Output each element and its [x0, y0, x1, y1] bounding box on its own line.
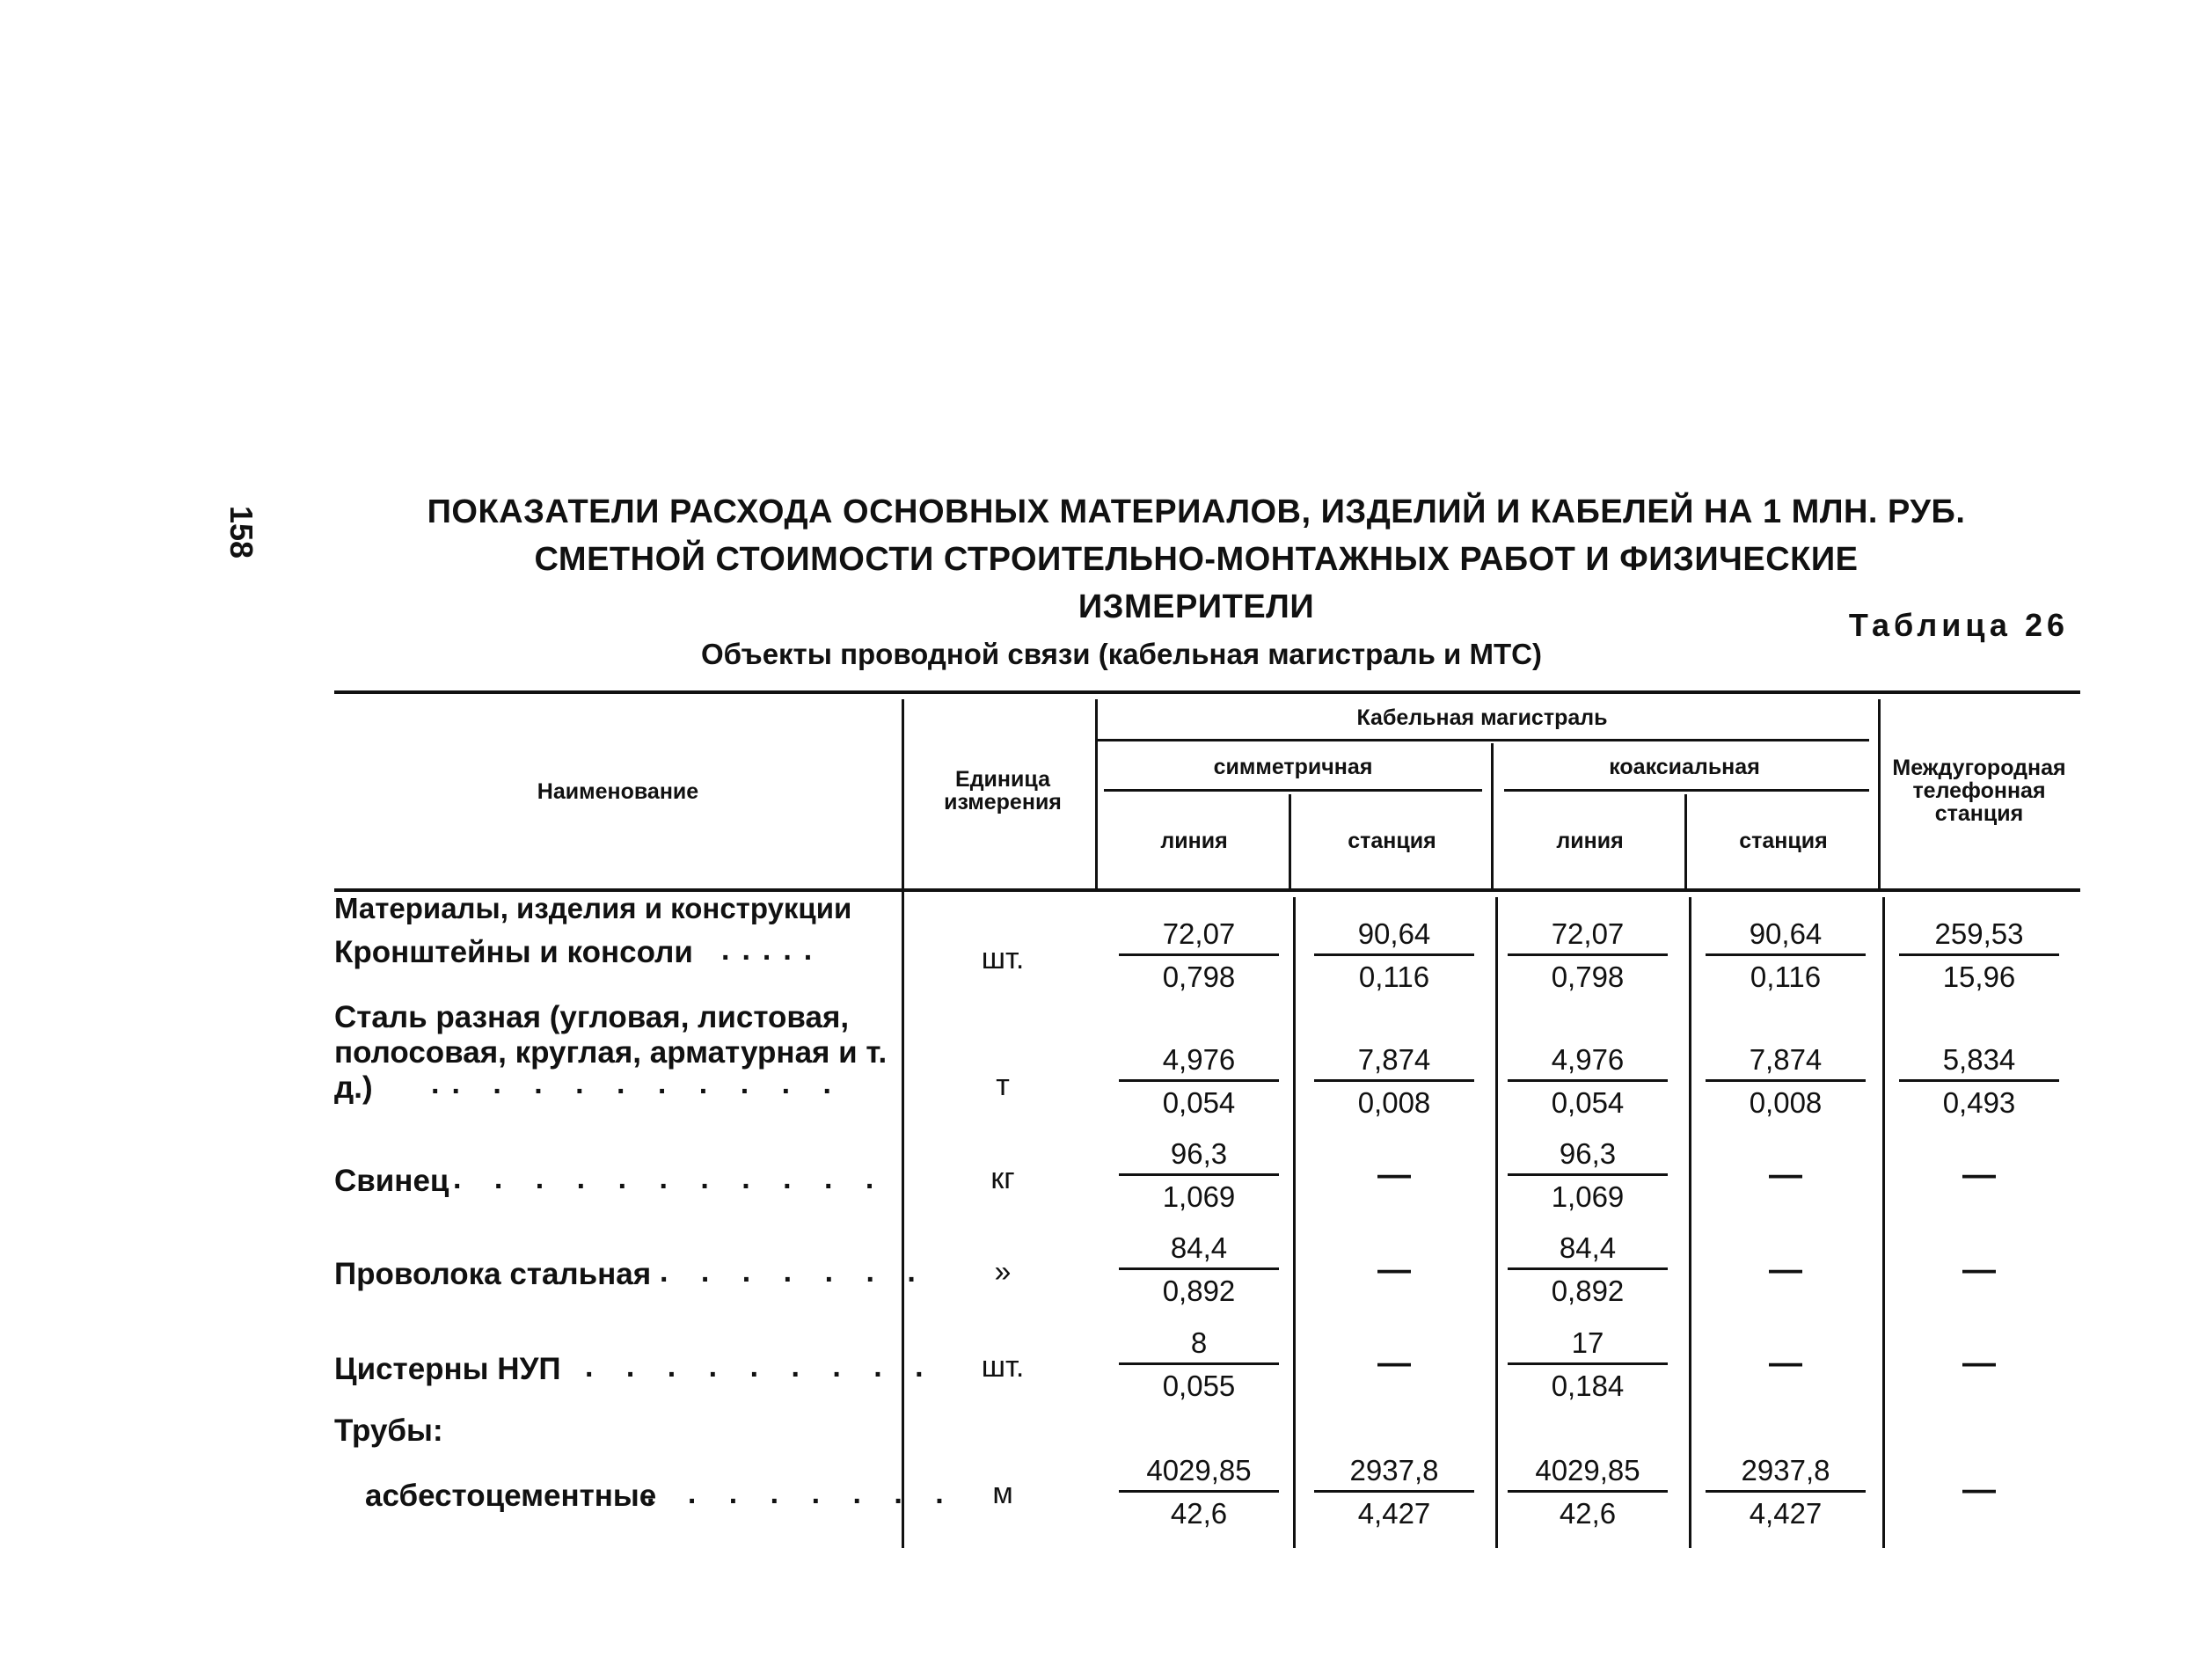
header-sym-line: линия — [1160, 829, 1228, 853]
value-cell: 5,834 0,493 — [1904, 1041, 2054, 1121]
row-leader-dots: . . . . . . . . . — [585, 1350, 936, 1384]
table-top-rule — [334, 690, 2080, 694]
value-cell: 7,874 0,008 — [1711, 1041, 1860, 1121]
value-cell: 2937,8 4,427 — [1711, 1451, 1860, 1531]
title-line-2: СМЕТНОЙ СТОИМОСТИ СТРОИТЕЛЬНО-МОНТАЖНЫХ РАБОТ И ФИЗИЧЕСКИЕ — [534, 541, 1859, 578]
header-symmetric: симметричная — [1213, 755, 1373, 779]
col-rule-1 — [902, 699, 904, 1548]
header-intercity: Междугородная телефонная станция — [1892, 756, 2066, 826]
header-coax-station: станция — [1739, 829, 1828, 853]
row-leader-dots: . . . . . . . — [660, 1255, 928, 1289]
title-line-1: ПОКАЗАТЕЛИ РАСХОДА ОСНОВНЫХ МАТЕРИАЛОВ, ИЗДЕЛИЙ И КАБЕЛЕЙ НА 1 МЛН. РУБ. — [427, 493, 1966, 530]
coaxial-rule — [1504, 789, 1869, 792]
table-label: Таблица 26 — [1848, 607, 2069, 643]
row-label-steel-wire: Проволока стальная — [334, 1257, 652, 1291]
header-coaxial: коаксиальная — [1609, 755, 1760, 779]
value-cell: 4,976 0,054 — [1124, 1041, 1274, 1121]
col-rule-5 — [1684, 794, 1687, 888]
value-cell: 90,64 0,116 — [1319, 915, 1469, 995]
value-cell: 90,64 0,116 — [1711, 915, 1860, 995]
value-cell: 2937,8 4,427 — [1319, 1451, 1469, 1531]
row-label-brackets: Кронштейны и консоли — [334, 935, 693, 969]
row-label-lead: Свинец — [334, 1164, 449, 1198]
value-cell: 84,4 0,892 — [1124, 1229, 1274, 1309]
unit-cell: т — [996, 1069, 1010, 1102]
unit-cell: кг — [990, 1162, 1015, 1195]
unit-cell: шт. — [981, 942, 1025, 975]
header-cable-main: Кабельная магистраль — [1356, 705, 1608, 730]
value-cell: 7,874 0,008 — [1319, 1041, 1469, 1121]
row-label-asbestos: асбестоцементные — [365, 1479, 657, 1513]
table-subtitle: Объекты проводной связи (кабельная магистраль и МТС) — [701, 638, 1542, 670]
row-leader-dots: . . . . . . . . . . . — [453, 1162, 887, 1195]
value-cell: 72,07 0,798 — [1124, 915, 1274, 995]
body-rule-4 — [1495, 897, 1498, 1548]
empty-cell-dash: — — [1769, 1157, 1802, 1194]
header-unit: Единица измерения — [944, 767, 1062, 814]
value-cell: 4029,85 42,6 — [1124, 1451, 1274, 1531]
value-cell: 96,3 1,069 — [1124, 1135, 1274, 1215]
body-rule-6 — [1882, 897, 1885, 1548]
empty-cell-dash: — — [1962, 1252, 1996, 1289]
cable-main-rule — [1095, 739, 1869, 741]
col-rule-3 — [1289, 794, 1291, 888]
empty-cell-dash: — — [1377, 1157, 1411, 1194]
value-cell: 4,976 0,054 — [1513, 1041, 1662, 1121]
value-cell: 96,3 1,069 — [1513, 1135, 1662, 1215]
header-sym-station: станция — [1348, 829, 1436, 853]
header-coax-line: линия — [1556, 829, 1624, 853]
empty-cell-dash: — — [1769, 1252, 1802, 1289]
value-cell: 259,53 15,96 — [1904, 915, 2054, 995]
symmetric-rule — [1104, 789, 1482, 792]
empty-cell-dash: — — [1377, 1252, 1411, 1289]
row-label-pipes: Трубы: — [334, 1413, 443, 1448]
col-rule-6 — [1878, 699, 1881, 888]
header-name: Наименование — [537, 779, 699, 804]
value-cell: 17 0,184 — [1513, 1324, 1662, 1404]
empty-cell-dash: — — [1962, 1472, 1996, 1508]
materials-table — [334, 690, 2080, 1552]
unit-cell: » — [994, 1255, 1012, 1289]
unit-cell: шт. — [981, 1350, 1025, 1384]
row-leader-dots: . . . . . . . . — [647, 1477, 956, 1510]
empty-cell-dash: — — [1377, 1345, 1411, 1382]
empty-cell-dash: — — [1962, 1157, 1996, 1194]
page-title — [405, 488, 1988, 631]
title-line-3: ИЗМЕРИТЕЛИ — [1078, 588, 1315, 625]
col-rule-4 — [1491, 743, 1494, 888]
value-cell: 8 0,055 — [1124, 1324, 1274, 1404]
page-number: 158 — [223, 506, 259, 559]
row-leader-dots: .. . . . . . . . . . — [431, 1067, 844, 1100]
value-cell: 84,4 0,892 — [1513, 1229, 1662, 1309]
row-leader-dots: ..... — [721, 933, 825, 967]
value-cell: 72,07 0,798 — [1513, 915, 1662, 995]
body-rule-3 — [1293, 897, 1296, 1548]
row-label-steel: Сталь разная (угловая, листовая, полосовая, круглая, арматурная и т. д.) — [334, 1000, 888, 1105]
unit-cell: м — [992, 1477, 1013, 1510]
body-rule-5 — [1689, 897, 1691, 1548]
section-title: Материалы, изделия и конструкции — [334, 892, 852, 924]
value-cell: 4029,85 42,6 — [1513, 1451, 1662, 1531]
empty-cell-dash: — — [1962, 1345, 1996, 1382]
row-label-tanks: Цистерны НУП — [334, 1352, 561, 1386]
empty-cell-dash: — — [1769, 1345, 1802, 1382]
